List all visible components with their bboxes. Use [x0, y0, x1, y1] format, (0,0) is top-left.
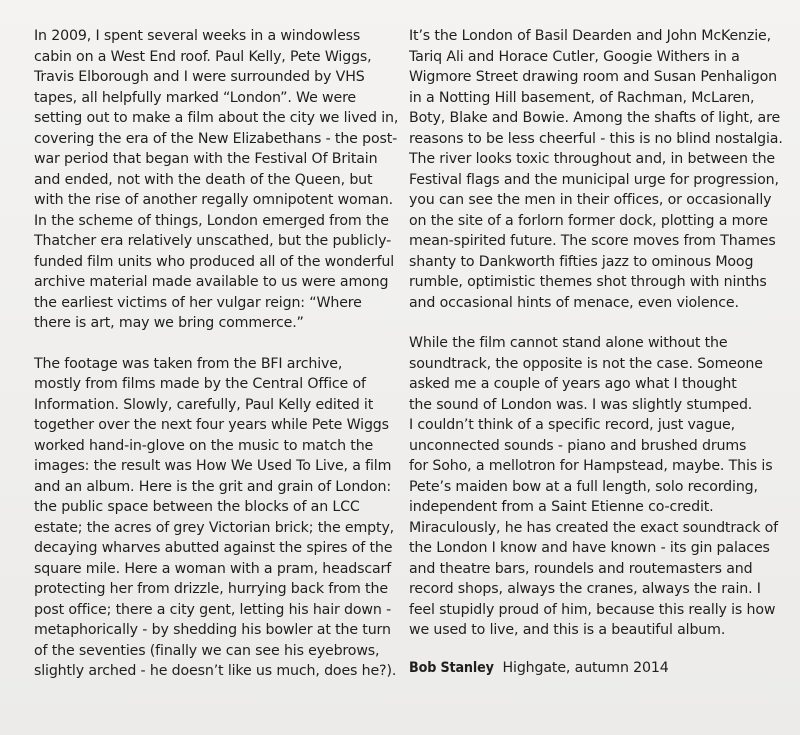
left-column [34, 26, 399, 682]
text-line: Festival flags and the municipal urge for progression, [409, 171, 779, 188]
signature [409, 658, 769, 679]
text-line: The footage was taken from the BFI archive, [34, 355, 343, 372]
text-line: Travis Elborough and I were surrounded by VHS [34, 69, 365, 85]
text-line: shanty to Dankworth fifties jazz to ominous Moog [409, 253, 754, 270]
text-line: rumble, optimistic themes shot through with ninths [409, 274, 767, 290]
text-line: feel stupidly proud of him, because this really is how [409, 601, 776, 618]
text-line: Wigmore Street drawing room and Susan Penhaligon [409, 69, 777, 85]
text-line: tapes, all helpfully marked “London”. We were [34, 89, 357, 106]
text-line: together over the next four years while Pete Wiggs [34, 417, 389, 433]
text-line: unconnected sounds - piano and brushed drums [409, 437, 747, 454]
text-line: we used to live, and this is a beautiful album. [409, 622, 726, 638]
author-name: Bob Stanley [409, 659, 494, 676]
paragraph [34, 354, 397, 682]
text-line: independent from a Saint Etienne co-credit. [409, 499, 714, 515]
text-line: reasons to be less cheerful - this is no blind nostalgia. [409, 130, 783, 147]
text-line: protecting her from drizzle, hurrying back from the [34, 581, 388, 597]
text-line: there is art, may we bring commerce.” [34, 315, 304, 331]
text-line: you can see the men in their offices, or occasionally [409, 192, 772, 208]
text-line: post office; there a city gent, letting his hair down - [34, 601, 392, 618]
text-line: covering the era of the New Elizabethans - the post- [34, 130, 398, 147]
text-line: Information. Slowly, carefully, Paul Kelly edited it [34, 396, 374, 413]
signature-place-date: Highgate, autumn 2014 [502, 659, 669, 676]
text-line: soundtrack, the opposite is not the case. Someone [409, 355, 763, 372]
text-line: metaphorically - by shedding his bowler at the turn [34, 622, 391, 638]
text-line: with the rise of another regally omnipotent woman. [34, 192, 393, 208]
paragraph [409, 333, 779, 641]
text-line: estate; the acres of grey Victorian brick; the empty, [34, 519, 395, 536]
paragraph [409, 26, 783, 313]
text-line: Miraculously, he has created the exact soundtrack of [409, 519, 779, 536]
text-line: I couldn’t think of a specific record, just vague, [409, 417, 735, 433]
text-line: It’s the London of Basil Dearden and John McKenzie, [409, 28, 771, 44]
text-line: and ended, not with the death of the Queen, but [34, 171, 373, 188]
text-line: square mile. Here a woman with a pram, headscarf [34, 560, 392, 577]
text-line: the public space between the blocks of an LCC [34, 499, 360, 515]
text-line: and theatre bars, roundels and routemasters and [409, 560, 753, 577]
text-line: funded film units who produced all of the wonderful [34, 253, 395, 270]
text-line: The river looks toxic throughout and, in between the [409, 151, 776, 167]
text-line: Boty, Blake and Bowie. Among the shafts of light, are [409, 110, 781, 126]
text-line: While the film cannot stand alone without the [409, 335, 728, 351]
text-line: worked hand-in-glove on the music to match the [34, 437, 374, 454]
text-line: and occasional hints of menace, even violence. [409, 294, 739, 311]
text-line: mostly from films made by the Central Office of [34, 376, 366, 392]
text-line: the earliest victims of her vulgar reign: “Where [34, 294, 362, 311]
text-line: record shops, always the cranes, always the rain. I [409, 581, 761, 597]
text-line: Pete’s maiden bow at a full length, solo recording, [409, 478, 758, 495]
paragraph [34, 26, 399, 334]
text-line: slightly arched - he doesn’t like us much, does he?). [34, 663, 397, 679]
text-line: In 2009, I spent several weeks in a windowless [34, 28, 361, 44]
text-line: Tariq Ali and Horace Cutler, Googie Withers in a [409, 48, 740, 65]
text-line: In the scheme of things, London emerged from the [34, 212, 389, 229]
text-line: images: the result was How We Used To Live, a film [34, 458, 392, 474]
text-line: mean-spirited future. The score moves from Thames [409, 233, 776, 249]
text-line: setting out to make a film about the city we lived in, [34, 110, 399, 126]
text-line: on the site of a forlorn former dock, plotting a more [409, 212, 768, 229]
text-line: war period that began with the Festival Of Britain [34, 151, 378, 167]
text-line: of the seventies (finally we can see his eyebrows, [34, 642, 380, 659]
text-line: the London I know and have known - its gin palaces [409, 540, 770, 556]
text-line: in a Notting Hill basement, of Rachman, McLaren, [409, 89, 755, 106]
text-line: Thatcher era relatively unscathed, but the publicly- [34, 233, 392, 249]
text-line: decaying wharves abutted against the spires of the [34, 540, 393, 556]
text-line: the sound of London was. I was slightly stumped. [409, 396, 753, 413]
text-line: asked me a couple of years ago what I thought [409, 376, 737, 392]
text-line: and an album. Here is the grit and grain of London: [34, 478, 392, 495]
right-column [409, 26, 783, 678]
text-line: for Soho, a mellotron for Hampstead, maybe. This is [409, 458, 773, 474]
text-line: cabin on a West End roof. Paul Kelly, Pete Wiggs, [34, 48, 372, 65]
text-line: archive material made available to us were among [34, 274, 389, 290]
